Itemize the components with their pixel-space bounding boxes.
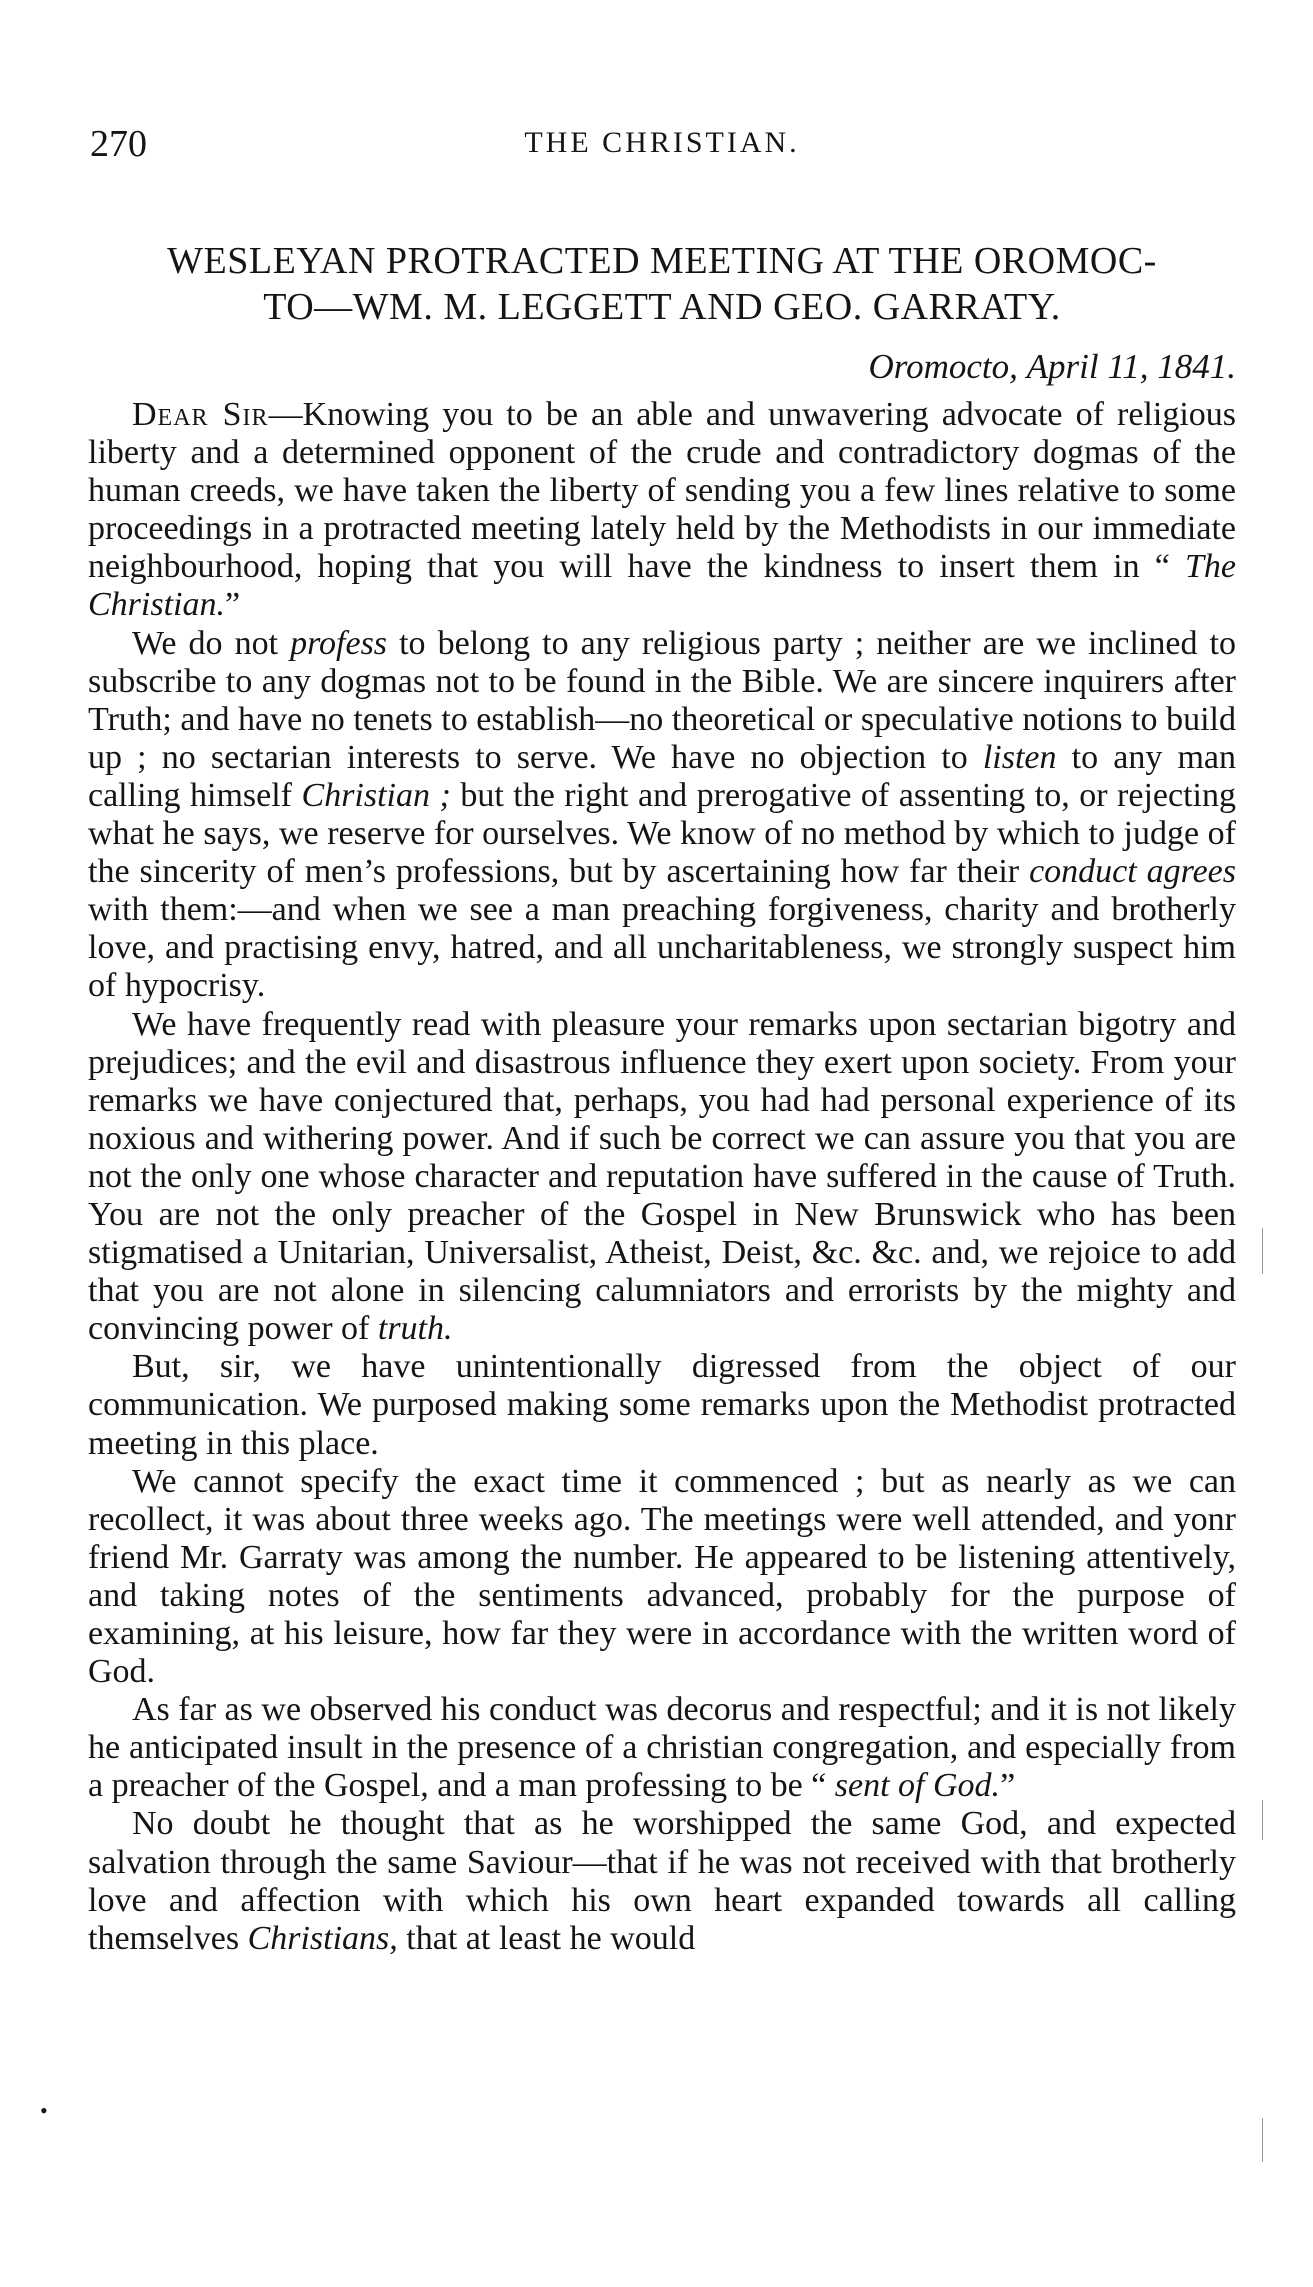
dateline-date: April 11, 1841. [1026,347,1236,386]
article-title-line-2: TO—WM. M. LEGGETT AND GEO. GARRATY. [263,286,1061,328]
paragraph-1 [88,396,1236,625]
scan-edge-mark [1262,1228,1263,1274]
paragraph-6 [88,1691,1236,1805]
paragraph-2 [88,625,1236,1006]
paragraph-4 [88,1348,1236,1462]
article-title-line-1: WESLEYAN PROTRACTED MEETING AT THE OROMOC- [167,240,1157,282]
paragraph-text: that at least he would [397,1919,696,1957]
italic-text: sent of God. [834,1767,1001,1805]
italic-text: The Christian. [88,548,1236,624]
paragraph-text: but the right and prerogative of assenting to, or rejecting what he says, we reserve for ourselves. We know of no method by which to judge of the sincerity of men’s professions, but by ascertaining how far their [88,776,1236,891]
italic-text: Christians, [247,1919,398,1957]
article-title [88,238,1236,330]
paragraph-5 [88,1463,1236,1692]
running-title: THE CHRISTIAN. [524,126,800,159]
italic-text: Christian ; [301,776,451,814]
paragraph-3 [88,1006,1236,1349]
paragraph-text: ” [224,586,241,624]
scan-edge-mark [1262,1800,1263,1840]
letter-body [88,396,1236,1958]
paragraph-text: to belong to any religious party ; neither are we inclined to subscribe to any dogmas not to be found in the Bible. We are sincere inquirers after Truth; and have no tenets to establish—no theoretical or speculative notions to build up ; no sectarian interests to serve. We have no objection to [88,624,1236,776]
italic-text: conduct agrees [1029,853,1237,891]
book-page [88,122,1236,1958]
italic-text: truth. [377,1310,453,1348]
running-head [88,122,1236,178]
dateline-place: Oromocto, [868,347,1018,386]
paragraph-7 [88,1805,1236,1957]
paragraph-text: We have frequently read with pleasure your remarks upon sectarian bigotry and prejudices; and the evil and disastrous influence they exert upon society. From your remarks we have conjectured that, perhaps, you had had personal experience of its noxious and withering power. And if such be correct we can assure you that you are not the only one whose character and reputation have suffered in the cause of Truth. You are not the only preacher of the Gospel in New Brunswick who has been stigmatised a Unitarian, Universalist, Atheist, Deist, &c. &c. and, we rejoice to add that you are not alone in silencing calumniators and errorists by the mighty and convincing power of [88,1005,1236,1348]
salutation: Dear Sir [132,396,269,433]
dateline [88,342,1236,392]
italic-text: profess [290,624,388,662]
paragraph-text: —Knowing you to be an able and unwavering advocate of religious liberty and a determined opponent of the crude and contradictory dogmas of the human creeds, we have taken the liberty of sending you a few lines relative to some proceedings in a protracted meeting lately held by the Methodists in our immediate neighbourhood, hoping that you will have the kindness to insert them in “ [88,396,1236,586]
italic-text: listen [982,738,1057,776]
paragraph-text: to any man calling himself [88,738,1236,814]
page-number: 270 [90,123,147,165]
margin-dot: • [40,2098,48,2123]
paragraph-text: As far as we observed his conduct was decorus and respectful; and it is not likely he anticipated insult in the presence of a christian congregation, and especially from a preacher of the Gospel, and a man professing to be “ [88,1691,1236,1805]
paragraph-text: No doubt he thought that as he worshipped the same God, and expected salvation through the same Saviour—that if he was not received with that brotherly love and affection with which his own heart expanded towards all calling themselves [88,1805,1236,1957]
paragraph-text: ” [1000,1767,1016,1805]
paragraph-text: with them:—and when we see a man preaching forgiveness, charity and brotherly love, and practising envy, hatred, and all uncharitableness, we strongly suspect him of hypocrisy. [88,891,1236,1005]
paragraph-text: We cannot specify the exact time it commenced ; but as nearly as we can recollect, it was about three weeks ago. The meetings were well attended, and yonr friend Mr. Garraty was among the number. He appeared to be listening attentively, and taking notes of the sentiments advanced, probably for the purpose of examining, at his leisure, how far they were in accordance with the written word of God. [88,1462,1236,1691]
paragraph-text: But, sir, we have unintentionally digressed from the object of our communication. We purposed making some remarks upon the Methodist protracted meeting in this place. [88,1348,1236,1462]
paragraph-text: We do not [132,624,291,662]
scan-edge-mark [1262,2118,1263,2162]
